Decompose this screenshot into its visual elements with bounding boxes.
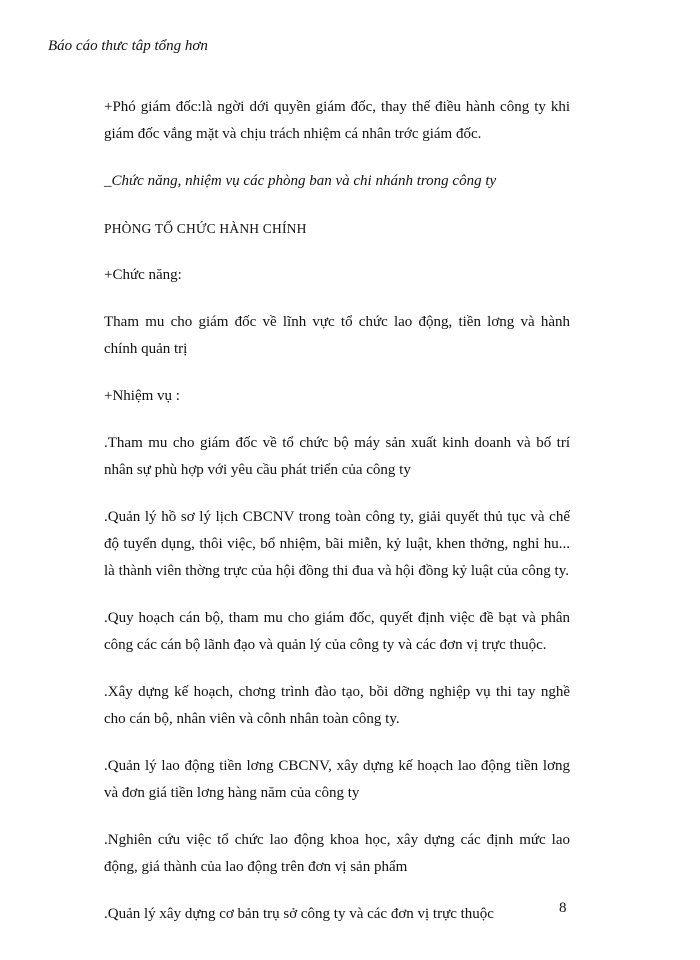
department-heading: PHÒNG TỔ CHỨC HÀNH CHÍNH [104, 221, 307, 236]
duties-label: +Nhiệm vụ : [104, 388, 180, 404]
duty-item: .Nghiên cứu việc tổ chức lao động khoa học, xây dựng các định mức lao động, giá thành của lao động trên đơn vị sản phẩm [104, 832, 570, 875]
duty-item: .Quy hoạch cán bộ, tham mu cho giám đốc, quyết định việc đề bạt và phân công các cán bộ lãnh đạo và quản lý của công ty và các đơn vị trực thuộc. [104, 610, 570, 653]
section-heading-functions: _Chức năng, nhiệm vụ các phòng ban và chi nhánh trong công ty [104, 173, 497, 189]
function-description: Tham mu cho giám đốc về lĩnh vực tổ chức lao động, tiền lơng và hành chính quản trị [104, 314, 570, 357]
page-number: 8 [559, 900, 567, 916]
duty-item: .Quản lý hồ sơ lý lịch CBCNV trong toàn công ty, giải quyết thủ tục và chế độ tuyển dụng, thôi việc, bổ nhiệm, bãi miễn, kỷ luật, khen thởng, nghỉ hu... là thành viên thờng trực của hội đồng thi đua và hội đồng kỷ luật của công ty. [104, 509, 570, 579]
duty-item: .Tham mu cho giám đốc về tổ chức bộ máy sản xuất kinh doanh và bố trí nhân sự phù hợp với yêu cầu phát triển của công ty [104, 435, 570, 478]
function-label: +Chức năng: [104, 267, 182, 283]
duty-item: .Xây dựng kế hoạch, chơng trình đào tạo, bồi dỡng nghiệp vụ thi tay nghề cho cán bộ, nhân viên và cônh nhân toàn công ty. [104, 684, 570, 727]
duty-item: .Quản lý lao động tiền lơng CBCNV, xây dựng kế hoạch lao động tiền lơng và đơn giá tiền lơng hàng năm của công ty [104, 758, 570, 801]
paragraph-deputy-director: +Phó giám đốc:là ngời dới quyền giám đốc, thay thế điều hành công ty khi giám đốc vắng mặt và chịu trách nhiệm cá nhân trớc giám đốc. [104, 99, 570, 142]
running-header: Báo cáo thưc tâp tổng hơn [48, 38, 208, 54]
duty-item: .Quản lý xây dựng cơ bản trụ sở công ty và các đơn vị trực thuộc [104, 906, 494, 922]
page-body [104, 94, 570, 928]
